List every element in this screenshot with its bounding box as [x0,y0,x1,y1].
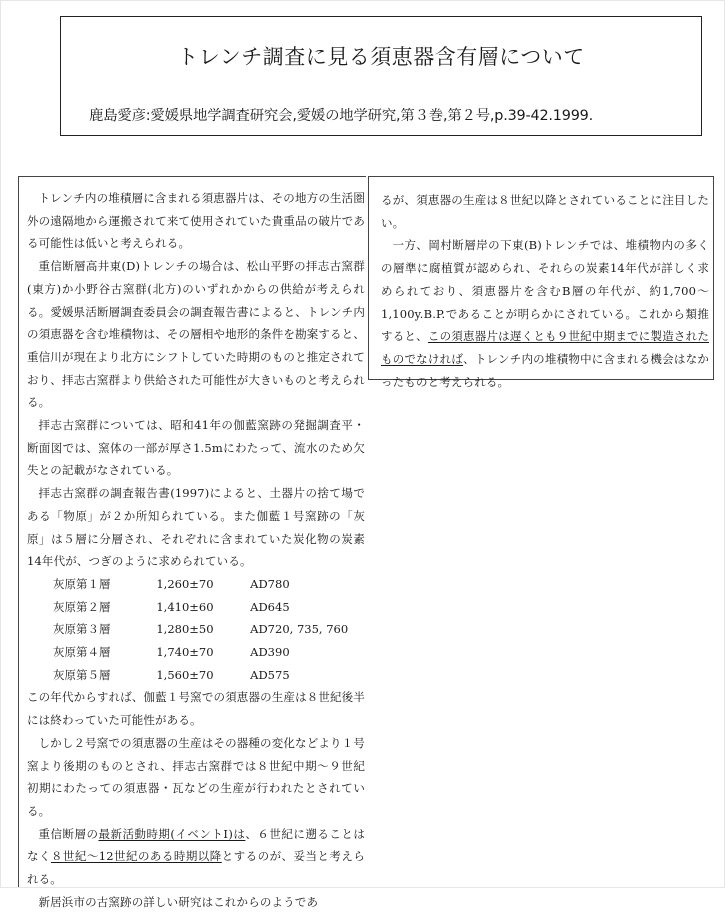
table-row [27,596,365,619]
layer-cell: 灰原第３層 [53,622,111,637]
right-column [368,176,714,389]
age-cell: 1,260±70 [156,576,214,591]
text-run: 、６世紀に遡ることはなく [27,826,365,864]
age-cell: 1,280±50 [156,622,214,637]
paragraph-8: 新居浜市の古窯跡の詳しい研究はこれからのようであ [38,894,319,909]
table-row [27,573,365,596]
radiocarbon-table [27,573,365,686]
ad-cell: AD645 [250,599,290,614]
ad-cell: AD390 [250,645,290,660]
ad-cell: AD780 [250,576,290,591]
table-row [27,664,365,687]
page-title: トレンチ調査に見る須恵器含有層について [177,45,585,69]
layer-cell: 灰原第５層 [53,667,111,682]
age-cell: 1,560±70 [156,667,214,682]
table-row [27,618,365,641]
underlined-text: ８世紀～12世紀のある時期以降 [50,849,222,864]
paragraph-right-2 [381,234,709,393]
layer-cell: 灰原第２層 [53,599,111,614]
paragraph-7 [27,823,365,891]
text-run: 一方、岡村断層岸の下東(B)トレンチでは、堆積物内の多くの層準に腐植質が認められ、それらの炭素14年代が詳しく求められており、須恵器片を含むB層の年代が、約1,700～1,100y.B.P.であることが明らかにされている。これから類推すると、 [381,238,709,344]
left-column-text [27,187,365,913]
paragraph-5: この年代からすれば、伽藍１号窯での須恵器の生産は８世紀後半には終わっていた可能性がある。 [27,690,365,728]
ad-cell: AD720, 735, 760 [250,622,349,637]
text-run: とするのが、妥当と考えられる。 [27,849,365,887]
underlined-text: 最新活動時期(イベントⅠ)は [98,826,246,841]
layer-cell: 灰原第４層 [53,645,111,660]
age-cell: 1,410±60 [156,599,214,614]
table-row [27,641,365,664]
age-cell: 1,740±70 [156,645,214,660]
paragraph-6: しかし２号窯での須恵器の生産はその器種の変化などより１号窯より後期のものとされ、拝志古窯群では８世紀中期～９世紀初期にわたっての須恵器・瓦などの生産が行われたとされている。 [27,735,365,818]
right-column-text [381,189,709,393]
paragraph-right-1: るが、須恵器の生産は８世紀以降とされていることに注目したい。 [381,193,709,230]
paragraph-3: 拝志古窯群については、昭和41年の伽藍窯跡の発掘調査平・断面図では、窯体の一部が厚さ1.5mにわたって、流水のため欠失との記載がなされている。 [27,418,365,478]
text-run: 、トレンチ内の堆積物中に含まれる機会はなかったものと考えられる。 [381,351,709,389]
paragraph-4: 拝志古窯群の調査報告書(1997)によると、土器片の捨て場である「物原」が２か所知られている。また伽藍１号窯跡の「灰原」は５層に分層され、それぞれに含まれていた炭化物の炭素14年代が、つぎのように求められている。 [27,486,365,569]
paragraph-1: トレンチ内の堆積層に含まれる須恵器片は、その地方の生活圏外の遠隔地から運搬されて来て使用されていた貴重品の破片である可能性は低いと考えられる。 [27,191,365,251]
underlined-text: この須恵器片は遅くとも９世紀中期までに製造されたものでなければ [381,329,709,366]
layer-cell: 灰原第１層 [53,576,111,591]
ad-cell: AD575 [250,667,290,682]
left-column [18,176,366,909]
paragraph-2: 重信断層高井東(D)トレンチの場合は、松山平野の拝志古窯群(東方)か小野谷古窯群(北方)のいずれかからの供給が考えられる。愛媛県活断層調査委員会の調査報告書によると、トレンチ内の須恵器を含む堆積物は、その層相や地形的条件を勘案すると、重信川が現在より北方にシフトしていた時期のものと推定されており、拝志古窯群より供給された可能性が大きいものと考えられる。 [27,259,365,410]
title-box [60,16,702,136]
text-run: 重信断層の [38,826,99,841]
citation: 鹿島愛彦:愛媛県地学調査研究会,愛媛の地学研究,第３巻,第２号,p.39-42.1999. [89,108,593,124]
